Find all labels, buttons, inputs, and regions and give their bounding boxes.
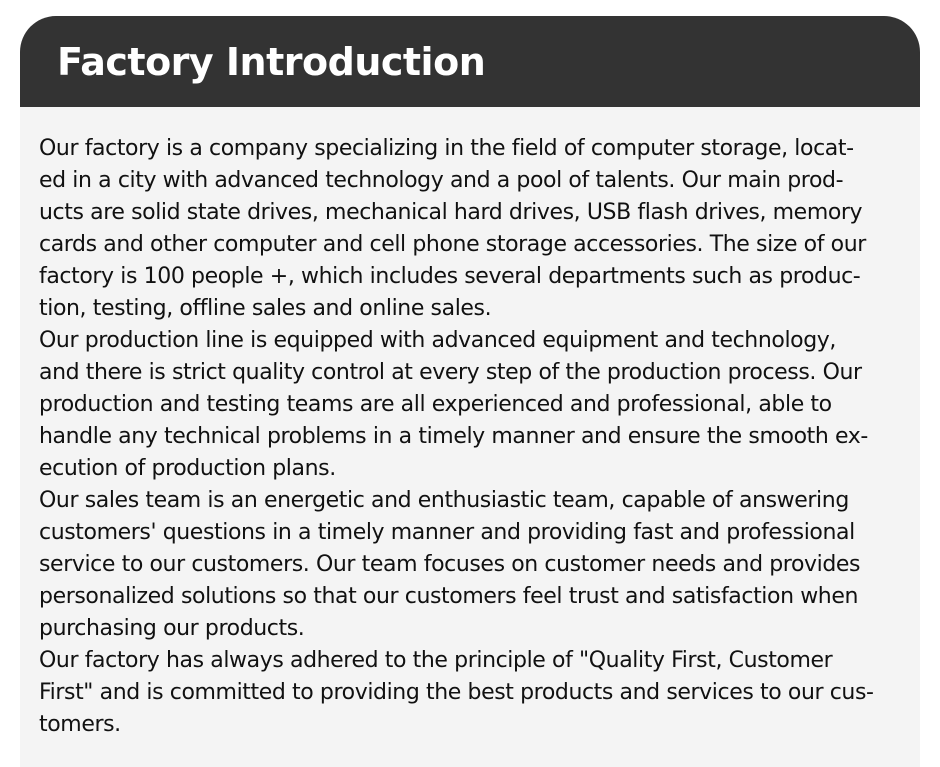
text-line: tomers. (39, 712, 121, 737)
text-line: customers' questions in a timely manner and providing fast and professional (39, 520, 855, 545)
text-line: ucts are solid state drives, mechanical hard drives, USB flash drives, memory (39, 200, 863, 225)
text-line: service to our customers. Our team focuses on customer needs and provides (39, 552, 861, 577)
text-line: purchasing our products. (39, 616, 305, 641)
paragraph-sales-team (39, 485, 905, 645)
text-line: personalized solutions so that our customers feel trust and satisfaction when (39, 584, 859, 609)
text-line: ecution of production plans. (39, 456, 336, 481)
text-line: cards and other computer and cell phone storage accessories. The size of our (39, 232, 866, 257)
header-bar (20, 16, 920, 107)
text-line: factory is 100 people +, which includes several departments such as produc- (39, 264, 861, 289)
text-line: Our factory has always adhered to the principle of "Quality First, Customer (39, 648, 833, 673)
intro-text (39, 133, 905, 741)
paragraph-principle (39, 645, 905, 741)
text-line: Our factory is a company specializing in the field of computer storage, locat- (39, 136, 854, 161)
page-title: Factory Introduction (57, 40, 486, 84)
text-line: Our production line is equipped with advanced equipment and technology, (39, 328, 836, 353)
text-line: First" and is committed to providing the best products and services to our cus- (39, 680, 874, 705)
text-line: and there is strict quality control at every step of the production process. Our (39, 360, 862, 385)
paragraph-production (39, 325, 905, 485)
intro-body (20, 107, 920, 767)
text-line: production and testing teams are all experienced and professional, able to (39, 392, 832, 417)
text-line: tion, testing, offline sales and online sales. (39, 296, 492, 321)
text-line: Our sales team is an energetic and enthusiastic team, capable of answering (39, 488, 849, 513)
factory-intro-card (20, 16, 920, 767)
text-line: ed in a city with advanced technology and a pool of talents. Our main prod- (39, 168, 844, 193)
text-line: handle any technical problems in a timely manner and ensure the smooth ex- (39, 424, 868, 449)
paragraph-company-overview (39, 133, 905, 325)
